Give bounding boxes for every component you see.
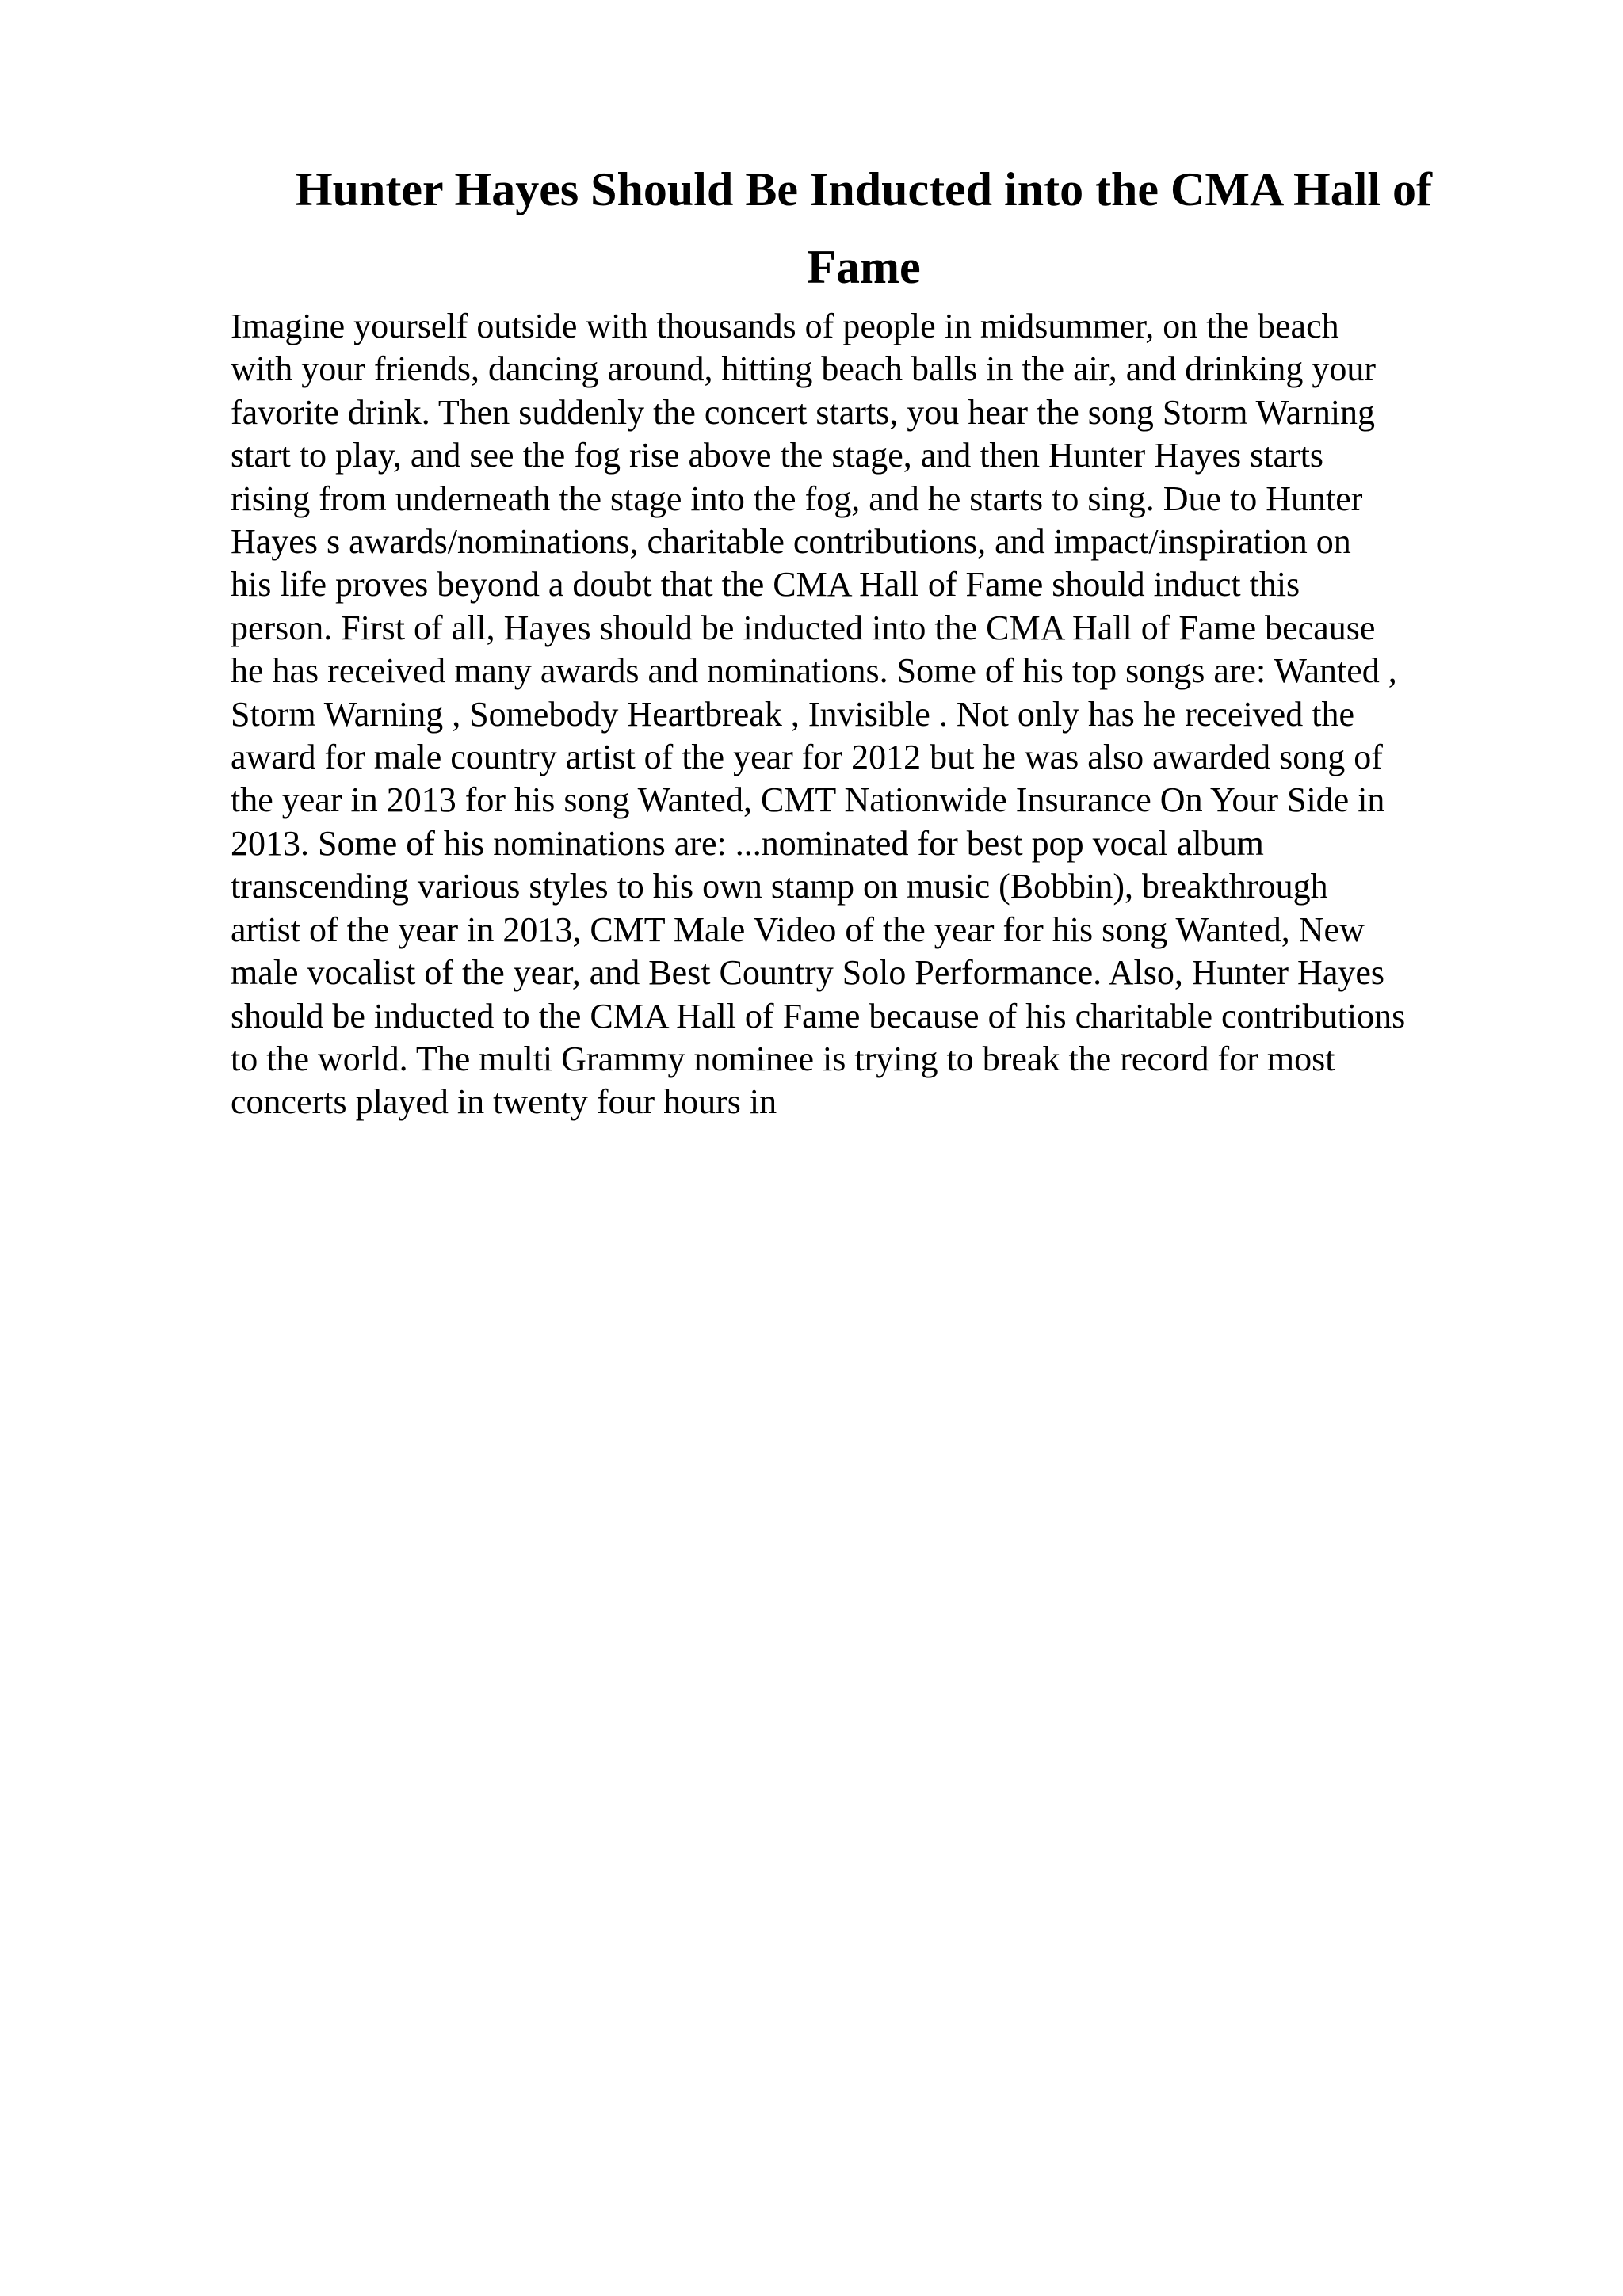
body-line: award for male country artist of the year for 2012 but he was also awarded song of (231, 738, 1383, 777)
body-line: favorite drink. Then suddenly the concert starts, you hear the song Storm Warning (231, 392, 1376, 432)
body-line: Storm Warning , Somebody Heartbreak , Invisible . Not only has he received the (231, 694, 1354, 734)
body-line: he has received many awards and nominations. Some of his top songs are: Wanted , (231, 651, 1397, 691)
body-line: concerts played in twenty four hours in (231, 1082, 777, 1122)
body-paragraph (231, 305, 1499, 1124)
body-line: male vocalist of the year, and Best Country Solo Performance. Also, Hunter Hayes (231, 953, 1384, 993)
body-line: rising from underneath the stage into the fog, and he starts to sing. Due to Hunter (231, 479, 1363, 518)
body-line: transcending various styles to his own stamp on music (Bobbin), breakthrough (231, 867, 1328, 906)
body-line: 2013. Some of his nominations are: ...nominated for best pop vocal album (231, 823, 1264, 863)
body-line: should be inducted to the CMA Hall of Fame because of his charitable contributions (231, 996, 1406, 1035)
body-line: start to play, and see the fog rise above the stage, and then Hunter Hayes starts (231, 436, 1324, 475)
body-line: Imagine yourself outside with thousands of people in midsummer, on the beach (231, 307, 1339, 345)
page-title (262, 151, 1466, 306)
body-line: person. First of all, Hayes should be inducted into the CMA Hall of Fame because (231, 608, 1376, 647)
body-line: Hayes s awards/nominations, charitable contributions, and impact/inspiration on (231, 522, 1351, 562)
body-line: the year in 2013 for his song Wanted, CMT Nationwide Insurance On Your Side in (231, 780, 1385, 820)
title-line: Hunter Hayes Should Be Inducted into the CMA Hall of (295, 163, 1433, 215)
title-line: Fame (807, 241, 921, 293)
body-line: artist of the year in 2013, CMT Male Video of the year for his song Wanted, New (231, 910, 1365, 949)
body-line: his life proves beyond a doubt that the CMA Hall of Fame should induct this (231, 565, 1300, 605)
body-line: to the world. The multi Grammy nominee is trying to break the record for most (231, 1039, 1335, 1078)
body-line: with your friends, dancing around, hitting beach balls in the air, and drinking your (231, 349, 1377, 389)
